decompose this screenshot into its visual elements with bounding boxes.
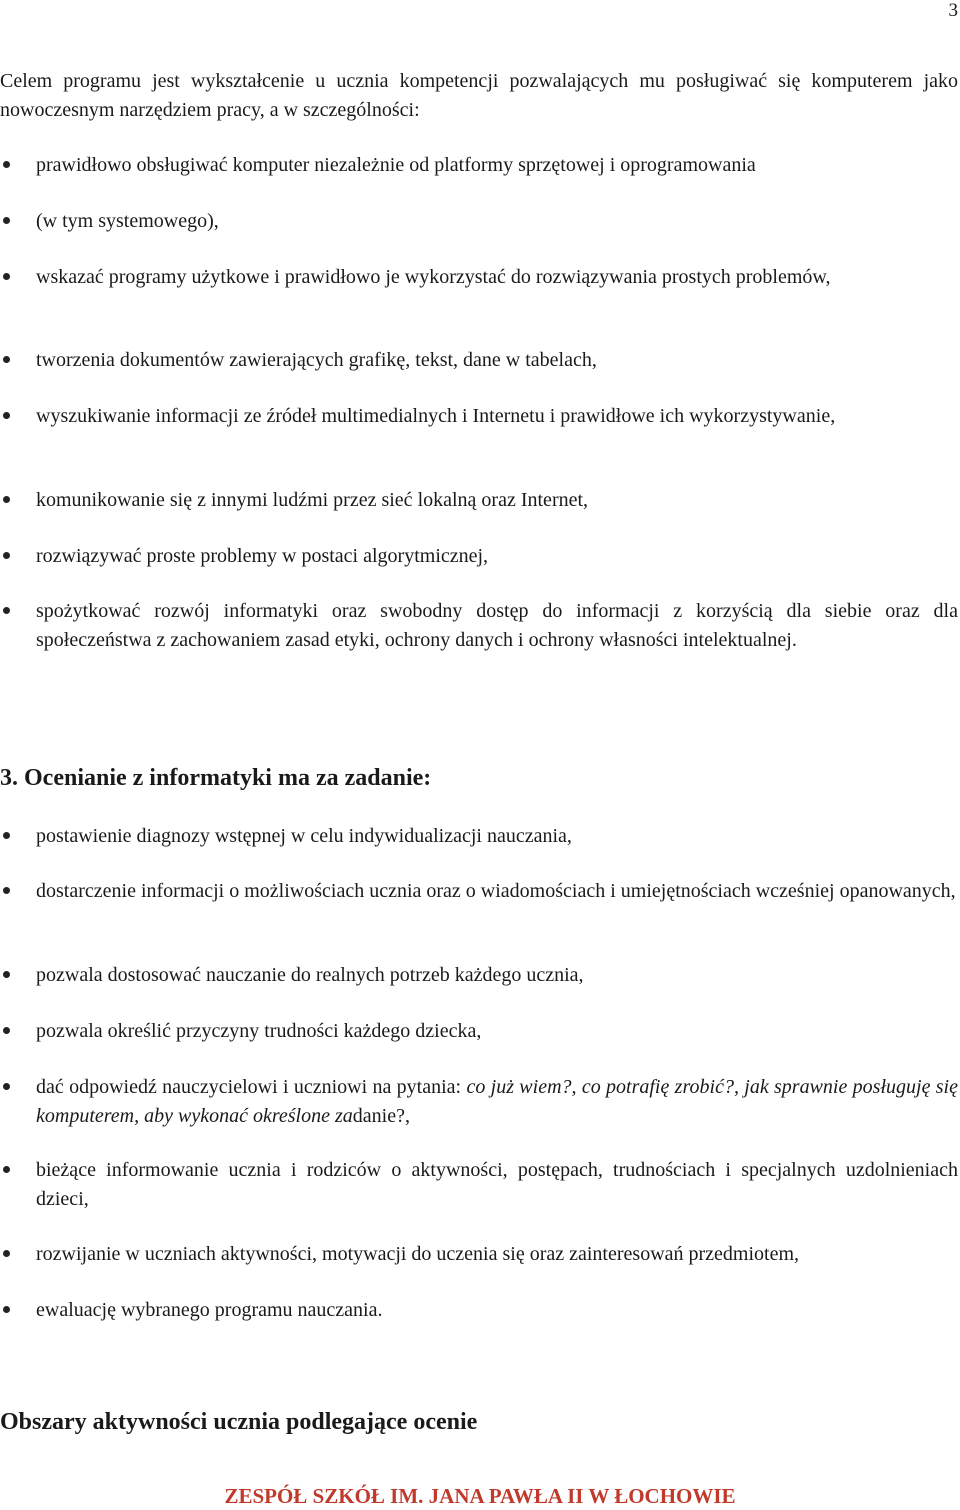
bullet-icon	[3, 832, 10, 839]
bullet-icon	[3, 1306, 10, 1313]
bullet-icon	[3, 496, 10, 503]
bullet-icon	[3, 1166, 10, 1173]
list-item-text: bieżące informowanie ucznia i rodziców o aktywności, postępach, trudnościach i specjalnych uzdolnieniach dzieci,	[36, 1159, 958, 1210]
bullet-icon	[3, 887, 10, 894]
list-item-text: ewaluację wybranego programu nauczania.	[36, 1299, 383, 1321]
list-item-text: prawidłowo obsługiwać komputer niezależnie od platformy sprzętowej i oprogramowania	[36, 154, 756, 176]
bullet-icon	[3, 412, 10, 419]
answer-questions: co już wiem?, co potrafię zrobić?, jak sprawnie posługuję się komputerem, aby wykonać określone za	[36, 1076, 958, 1127]
bullet-icon	[3, 1027, 10, 1034]
answer-lead: dać odpowiedź nauczycielowi i uczniowi na pytania:	[36, 1076, 467, 1098]
list-item-text: tworzenia dokumentów zawierających grafikę, tekst, dane w tabelach,	[36, 349, 597, 371]
intro-paragraph: Celem programu jest wykształcenie u ucznia kompetencji pozwalających mu posługiwać się komputerem jako nowoczesnym narzędziem pracy, a w szczególności:	[0, 70, 958, 121]
page-number: 3	[948, 0, 958, 21]
page-footer: ZESPÓŁ SZKÓŁ IM. JANA PAWŁA II W ŁOCHOWIE	[224, 1484, 736, 1508]
bullet-icon	[3, 356, 10, 363]
list-item-text: spożytkować rozwój informatyki oraz swobodny dostęp do informacji z korzyścią dla siebie oraz dla społeczeństwa z zachowaniem zasad etyki, ochrony danych i ochrony własności intelektualnej.	[36, 600, 958, 651]
list-item-text: komunikowanie się z innymi ludźmi przez sieć lokalną oraz Internet,	[36, 489, 589, 511]
list-item-text: (w tym systemowego),	[36, 210, 219, 232]
list-item-text: wskazać programy użytkowe i prawidłowo je wykorzystać do rozwiązywania prostych problemów,	[36, 266, 831, 288]
list-item-text: pozwala określić przyczyny trudności każdego dziecka,	[36, 1020, 482, 1042]
list-item-text: rozwiązywać proste problemy w postaci algorytmicznej,	[36, 545, 489, 567]
list-item-text: wyszukiwanie informacji ze źródeł multimedialnych i Internetu i prawidłowe ich wykorzystywanie,	[36, 405, 836, 427]
bullet-icon	[3, 1083, 10, 1090]
bullet-icon	[3, 1250, 10, 1257]
areas-heading: Obszary aktywności ucznia podlegające ocenie	[0, 1409, 478, 1435]
list-item-text: rozwijanie w uczniach aktywności, motywacji do uczenia się oraz zainteresowań przedmiotem,	[36, 1243, 800, 1265]
list-item-text: pozwala dostosować nauczanie do realnych potrzeb każdego ucznia,	[36, 964, 584, 986]
answer-tail: danie?,	[352, 1105, 410, 1127]
list-item-text	[36, 1073, 958, 1131]
bullet-icon	[3, 971, 10, 978]
list-item-text: dostarczenie informacji o możliwościach ucznia oraz o wiadomościach i umiejętnościach wcześniej opanowanych,	[36, 880, 956, 902]
bullet-icon	[3, 161, 10, 168]
list-item-text: postawienie diagnozy wstępnej w celu indywidualizacji nauczania,	[36, 825, 572, 847]
bullet-icon	[3, 217, 10, 224]
bullet-icon	[3, 607, 10, 614]
section-heading: 3. Ocenianie z informatyki ma za zadanie:	[0, 765, 432, 791]
bullet-icon	[3, 273, 10, 280]
bullet-icon	[3, 552, 10, 559]
